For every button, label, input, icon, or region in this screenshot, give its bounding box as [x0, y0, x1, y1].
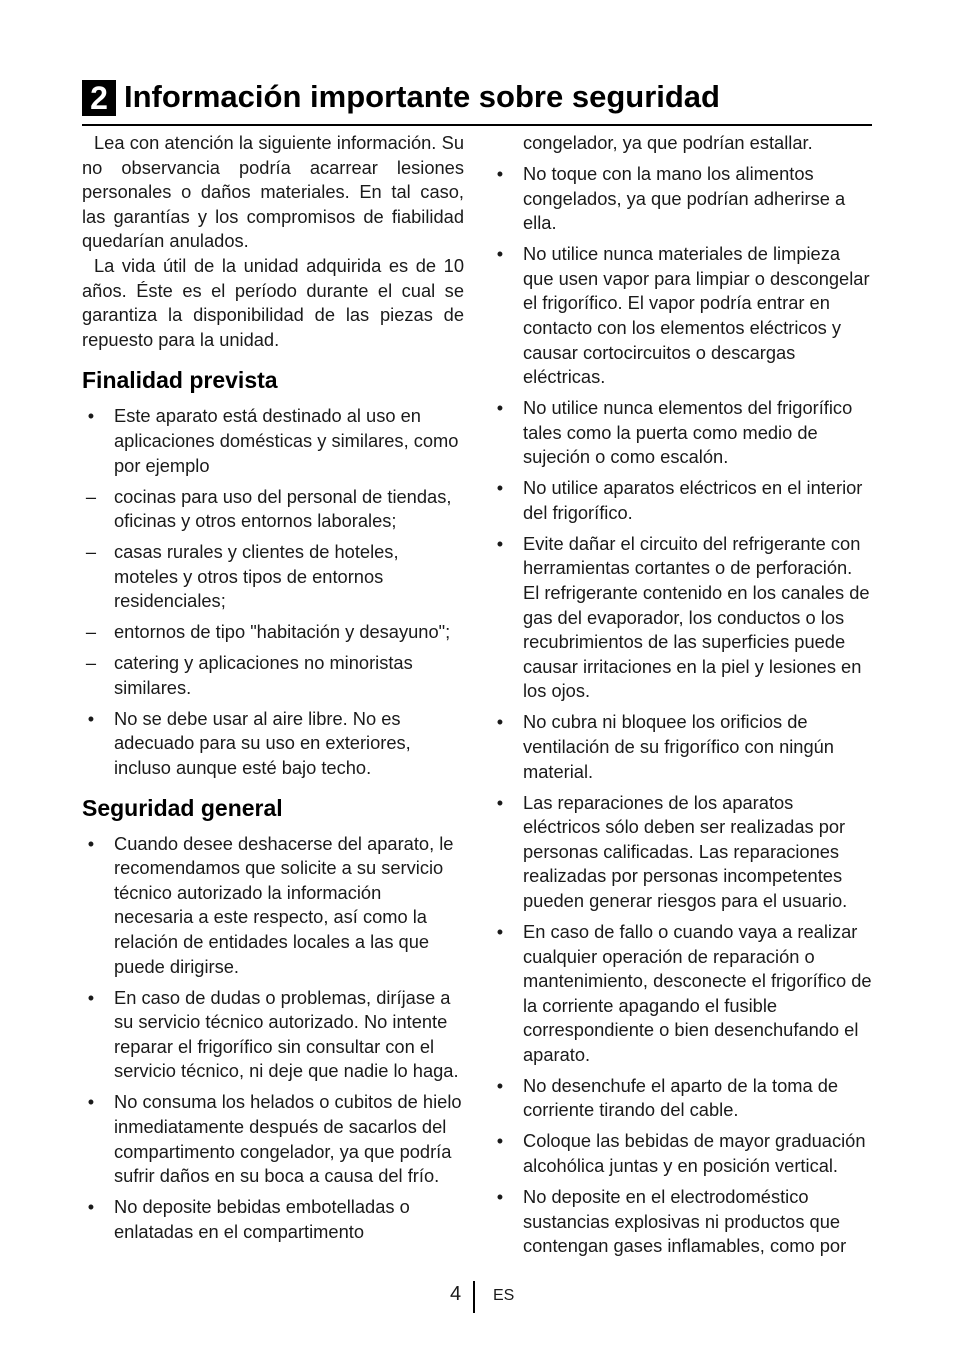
chapter-header: [82, 78, 872, 126]
list-item: [491, 1185, 873, 1259]
section-heading-seguridad: Seguridad general: [82, 794, 283, 821]
bullet-icon: •: [87, 832, 95, 854]
page-title: Información importante sobre seguridad: [124, 79, 720, 114]
list-item-text: No utilice nunca elementos del frigorífico tales como la puerta como medio de sujeción o como escalón.: [523, 397, 853, 468]
bullet-icon: •: [87, 986, 95, 1008]
list-item: [491, 131, 873, 156]
list-item-text: No se debe usar al aire libre. No es adecuado para su uso en exteriores, incluso aunque esté bajo techo.: [114, 707, 411, 779]
list-item: [491, 1074, 873, 1123]
bullet-icon: •: [496, 162, 504, 184]
list-item-text: No cubra ni bloquee los orificios de ventilación de su frigorífico con ningún material.: [523, 711, 834, 782]
list-item: [82, 986, 464, 1084]
bullet-icon: •: [496, 1074, 504, 1096]
left-column: [82, 131, 464, 1251]
dash-icon: –: [85, 541, 97, 563]
list-item-text: No consuma los helados o cubitos de hielo inmediatamente después de sacarlos del compartimento congelador, ya que podría sufrir daños en su boca a causa del frío.: [114, 1091, 462, 1187]
bullet-icon: •: [496, 711, 504, 733]
list-item-text: Coloque las bebidas de mayor graduación alcohólica juntas y en posición vertical.: [523, 1130, 866, 1177]
list-item: [82, 404, 464, 478]
list-item-text: No toque con la mano los alimentos congelados, ya que podrían adherirse a ella.: [523, 162, 846, 234]
list-item: [82, 651, 464, 700]
list-item: [82, 540, 464, 614]
list-item: [491, 242, 873, 390]
list-item-text: No utilice nunca materiales de limpieza que usen vapor para limpiar o descongelar el frigorífico. El vapor podría entrar en contacto con los elementos eléctricos y causar cortocircuitos o descargas eléctricas.: [523, 243, 870, 388]
list-item-text: No desenchufe el aparto de la toma de corriente tirando del cable.: [523, 1074, 839, 1121]
intro-paragraph-2: La vida útil de la unidad adquirida es de 10 años. Éste es el período durante el cual se garantiza la disponibilidad de las piezas de repuesto para la unidad.: [82, 254, 464, 350]
list-item-text: No utilice aparatos eléctricos en el interior del frigorífico.: [523, 477, 863, 523]
bullet-icon: •: [496, 243, 504, 265]
list-item-text: congelador, ya que podrían estallar.: [523, 132, 813, 153]
dash-icon: –: [85, 652, 97, 674]
bullet-icon: •: [496, 477, 504, 499]
list-item: [82, 485, 464, 534]
list-item-text: cocinas para uso del personal de tiendas, oficinas y otros entornos laborales;: [114, 485, 452, 532]
bullet-icon: •: [87, 1091, 95, 1113]
list-item: [82, 1090, 464, 1188]
list-item-text: En caso de fallo o cuando vaya a realizar cualquier operación de reparación o mantenimiento, desconecte el frigorífico de la corriente apagando el fusible correspondiente o bien desenchufando el aparato.: [523, 920, 872, 1065]
list-item: [82, 1195, 464, 1244]
list-item: [491, 920, 873, 1068]
list-item-text: casas rurales y clientes de hoteles, moteles y otros tipos de entornos residenciales;: [114, 541, 399, 612]
list-item: [82, 620, 464, 645]
list-item: [82, 707, 464, 781]
dash-icon: –: [85, 485, 97, 507]
dash-icon: –: [85, 621, 97, 643]
list-item: [491, 710, 873, 784]
bullet-icon: •: [87, 707, 95, 729]
seguridad-list-right: [491, 131, 873, 1259]
finalidad-list: [82, 404, 464, 780]
bullet-icon: •: [87, 1196, 95, 1218]
list-item: [491, 476, 873, 525]
section-heading-finalidad: Finalidad prevista: [82, 367, 278, 394]
list-item-text: No deposite bebidas embotelladas o enlatadas en el compartimento: [114, 1196, 410, 1242]
bullet-icon: •: [496, 1130, 504, 1152]
list-item-text: Evite dañar el circuito del refrigerante con herramientas cortantes o de perforación. El refrigerante contenido en los canales de gas del evaporador, los conductos o los recubrimientos de las superficies puede causar irritaciones en la piel y lesiones en los ojos.: [523, 532, 870, 702]
list-item: [491, 532, 873, 704]
bullet-icon: •: [496, 791, 504, 813]
list-item: [491, 162, 873, 236]
list-item-text: Cuando desee deshacerse del aparato, le recomendamos que solicite a su servicio técnico autorizado la información necesaria a este respecto, así como la relación de entidades locales a las que puede dirigirse.: [114, 832, 454, 977]
list-item-text: Este aparato está destinado al uso en aplicaciones domésticas y similares, como por ejemplo: [114, 405, 459, 476]
page-number: 4: [450, 1283, 462, 1305]
bullet-icon: •: [87, 405, 95, 427]
list-item: [491, 791, 873, 914]
list-item-text: No deposite en el electrodoméstico sustancias explosivas ni productos que contengan gases inflamables, como por: [523, 1186, 847, 1257]
list-item: [491, 396, 873, 470]
list-item-text: entornos de tipo "habitación y desayuno";: [114, 621, 451, 643]
bullet-icon: •: [496, 397, 504, 419]
list-item: [491, 1129, 873, 1178]
list-item-text: En caso de dudas o problemas, diríjase a su servicio técnico autorizado. No intente reparar el frigorífico sin consultar con el servicio técnico, ni deje que nadie lo haga.: [114, 986, 459, 1082]
list-item: [82, 832, 464, 980]
bullet-icon: •: [496, 920, 504, 942]
footer-divider: [473, 1281, 475, 1313]
right-column: [491, 131, 873, 1265]
seguridad-list-left: [82, 832, 464, 1245]
bullet-icon: •: [496, 532, 504, 554]
chapter-number: 2: [82, 80, 116, 116]
intro-paragraph-1: Lea con atención la siguiente información. Su no observancia podría acarrear lesiones personales o daños materiales. En tal caso, las garantías y los compromisos de fiabilidad quedarían anulados.: [82, 132, 464, 252]
bullet-icon: •: [496, 1186, 504, 1208]
language-code: ES: [493, 1287, 515, 1304]
list-item-text: Las reparaciones de los aparatos eléctricos sólo deben ser realizadas por personas calificadas. Las reparaciones realizadas por personas incompetentes pueden generar riesgos para el usuario.: [523, 791, 848, 911]
list-item-text: catering y aplicaciones no minoristas similares.: [114, 652, 413, 698]
